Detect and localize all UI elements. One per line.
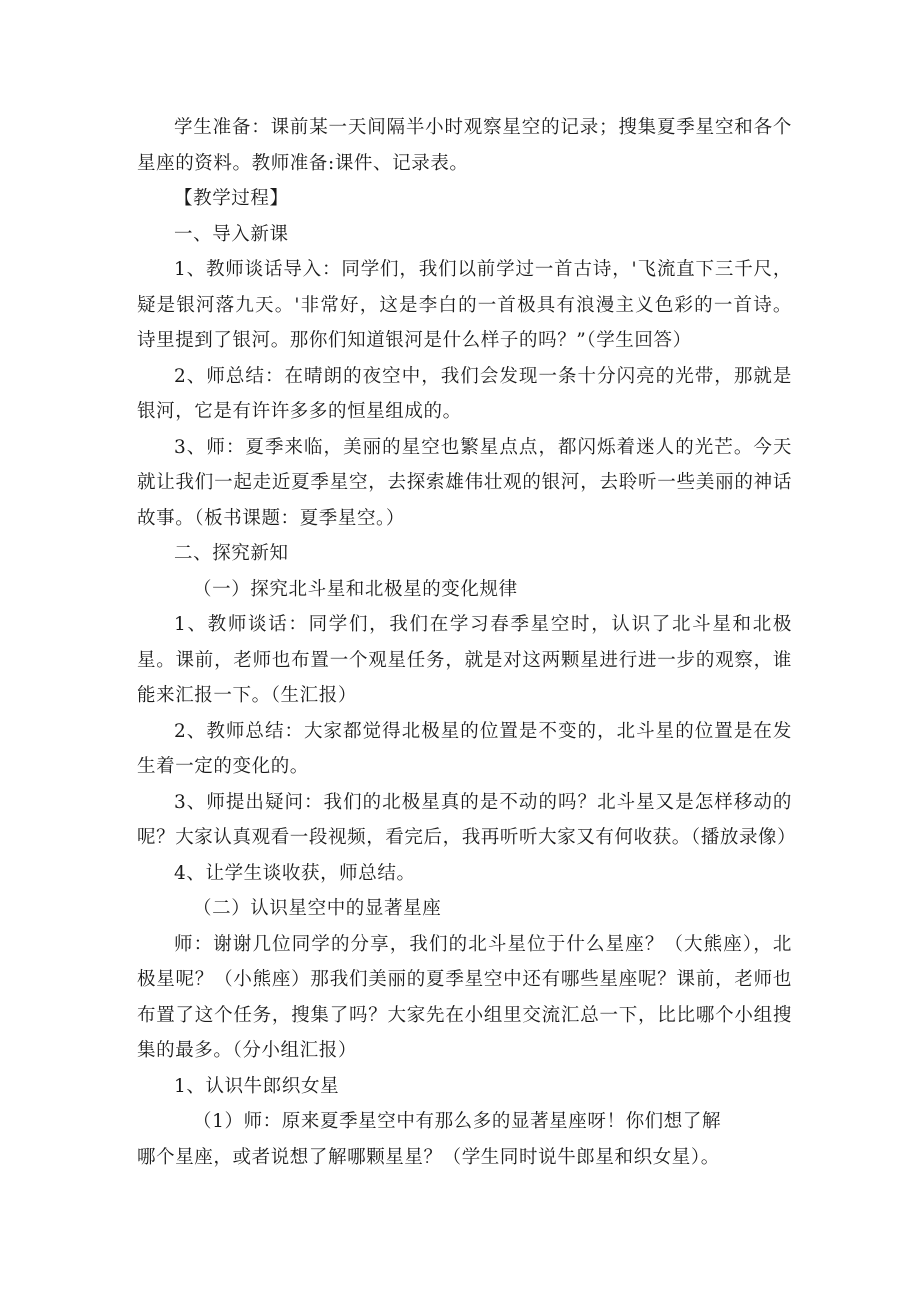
paragraph-intro-3: 3、师：夏季来临，美丽的星空也繁星点点，都闪烁着迷人的光芒。今天就让我们一起走近夏季星空，去探索雄伟壮观的银河，去聆听一些美丽的神话故事。（板书课题：夏季星空。） <box>137 436 792 529</box>
heading-sub2-1: 1、认识牛郎织女星 <box>174 1075 340 1097</box>
document-body <box>137 110 797 1175</box>
paragraph-intro-2: 2、师总结：在晴朗的夜空中，我们会发现一条十分闪亮的光带，那就是银河，它是有许许多多的恒星组成的。 <box>137 365 792 422</box>
heading-teaching-process: 【教学过程】 <box>174 188 289 209</box>
paragraph-sub2-intro: 师：谢谢几位同学的分享，我们的北斗星位于什么星座？（大熊座），北极星呢？（小熊座）那我们美丽的夏季星空中还有哪些星座呢？课前，老师也布置了这个任务，搜集了吗？大家先在小组里交流汇总一下，比比哪个小组搜集的最多。（分小组汇报） <box>137 933 792 1061</box>
heading-section-1: 一、导入新课 <box>174 223 289 245</box>
paragraph-sub1-3: 3、师提出疑问：我们的北极星真的是不动的吗？北斗星又是怎样移动的呢？大家认真观看一段视频，看完后，我再听听大家又有何收获。（播放录像） <box>137 791 797 848</box>
paragraph-sub1-1: 1、教师谈话：同学们，我们在学习春季星空时，认识了北斗星和北极星。课前，老师也布置一个观星任务，就是对这两颗星进行进一步的观察，谁能来汇报一下。（生汇报） <box>137 614 792 706</box>
paragraph-sub2-1-1-line2: 哪个星座，或者说想了解哪颗星星？（学生同时说牛郎星和织女星）。 <box>137 1146 720 1168</box>
paragraph-sub1-2: 2、教师总结：大家都觉得北极星的位置是不变的，北斗星的位置是在发生着一定的变化的。 <box>137 720 792 777</box>
heading-subsection-1: （一）探究北斗星和北极星的变化规律 <box>193 578 518 600</box>
paragraph-preparation: 学生准备：课前某一天间隔半小时观察星空的记录；搜集夏季星空和各个星座的资料。教师准备:课件、记录表。 <box>137 117 792 174</box>
heading-section-2: 二、探究新知 <box>174 543 289 564</box>
paragraph-sub1-4: 4、让学生谈收获，师总结。 <box>174 862 416 884</box>
paragraph-sub2-1-1-line1: （1）师：原来夏季星空中有那么多的显著星座呀！你们想了解 <box>193 1111 722 1132</box>
heading-subsection-2: （二）认识星空中的显著星座 <box>193 898 442 919</box>
paragraph-intro-1: 1、教师谈话导入：同学们，我们以前学过一首古诗，'飞流直下三千尺，疑是银河落九天。'非常好，这是李白的一首极具有浪漫主义色彩的一首诗。诗里提到了银河。那你们知道银河是什么样子的吗？”（学生回答） <box>137 259 792 351</box>
